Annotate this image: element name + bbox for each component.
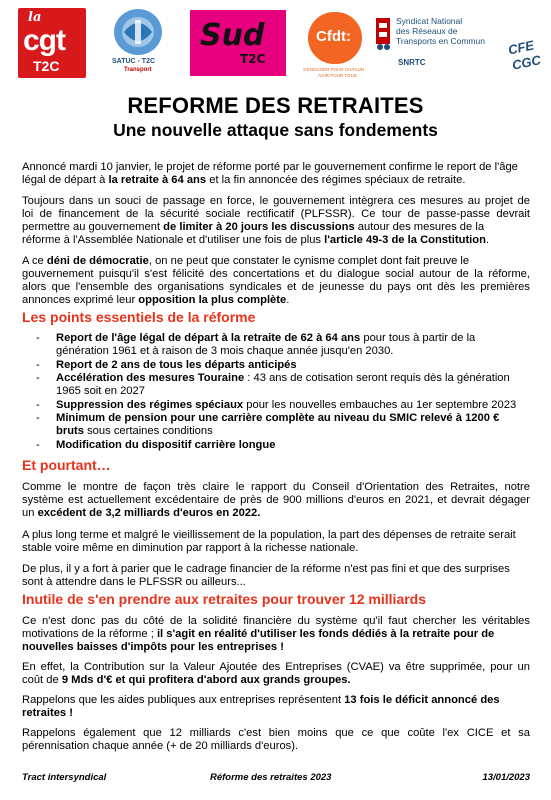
section2-paragraph-2 <box>22 529 530 555</box>
dash-icon: - <box>36 372 40 384</box>
text-span-bold: 9 Mds d'€ et qui profitera d'abord aux grands groupes. <box>61 674 351 687</box>
text-line: alors que l'ensemble des organisations syndicales et de jeunesse du pays ont dès les premières <box>22 281 530 294</box>
section-title-points: Les points essentiels de la réforme <box>22 309 256 325</box>
text-line: loi de financement de la sécurité sociale rectificatif (PLFSSR). Ce tour de passe-passe devrait <box>22 208 530 221</box>
text-line: système est actuellement excédentaire de près de 900 millions d'euros en 2021, et devrait dégager <box>22 494 530 507</box>
text-span-bold: l'article 49-3 de la Constitution <box>324 234 486 247</box>
snrtc-logo <box>374 14 504 72</box>
text-line: 1965 soit en 2027 <box>56 385 145 398</box>
text-line: De plus, il y a fort à parier que le cadrage financier de la réforme n'est pas fini et que des surprises <box>22 563 510 575</box>
cfe-cgc-logo <box>506 38 546 78</box>
logo-bar <box>18 6 543 84</box>
cgt-logo-sub: T2C <box>33 58 60 74</box>
text-line: Annoncé mardi 10 janvier, le projet de réforme porté par le gouvernement confirme le report de l'âge <box>22 161 518 173</box>
cfdt-tagline-1: S'ENGAGER POUR CHACUN <box>303 67 365 72</box>
text-span-bold: excédent de 3,2 milliards d'euros en 2022. <box>37 507 261 520</box>
section3-paragraph-4 <box>22 727 530 753</box>
text-line: gouvernement puisqu'il s'est félicité des concertations et du dialogue social autour de la réforme, <box>22 268 530 281</box>
text-line-bold: Report de 2 ans de tous les départs anticipés <box>56 359 297 371</box>
text-span-bold: 13 fois le déficit annoncé des <box>344 694 500 706</box>
text-span: motivations de la réforme ; <box>22 628 157 641</box>
footer-center: Réforme des retraites 2023 <box>210 772 332 783</box>
text-span: . <box>286 294 290 307</box>
text-span: autour des mesures de la <box>354 221 485 234</box>
snrtc-emblem-icon <box>374 14 394 56</box>
section3-paragraph-2 <box>22 661 530 687</box>
text-span: pour les nouvelles embauches au 1er septembre 2023 <box>243 399 517 411</box>
text-span: réforme à l'Assemblée Nationale et d'utiliser une fois de plus <box>22 234 325 247</box>
text-line: sont à attendre dans le PLFSSR ou ailleurs... <box>22 576 246 589</box>
text-span: Rappelons que les aides publiques aux entreprises représentent <box>22 694 345 706</box>
page-subtitle: Une nouvelle attaque sans fondements <box>113 120 438 140</box>
intro-paragraph-1 <box>22 161 530 187</box>
intro-paragraph-2 <box>22 195 530 247</box>
text-span: légal de départ à <box>22 174 109 187</box>
text-line: En effet, la Contribution sur la Valeur Ajoutée des Entreprises (CVAE) va être supprimée, pour un <box>22 661 530 673</box>
intro-paragraph-3 <box>22 255 530 307</box>
text-line-bold: retraites ! <box>22 707 73 720</box>
footer-date: 13/01/2023 <box>482 772 530 783</box>
text-span: un <box>22 507 38 520</box>
text-span: . <box>485 234 490 247</box>
text-line: Toujours dans un souci de passage en force, le gouvernement intègrera ces mesures au projet de <box>22 195 530 207</box>
section-title-inutile: Inutile de s'en prendre aux retraites pour trouver 12 milliards <box>22 591 427 607</box>
cfe-logo-line-1: CFE <box>506 37 536 58</box>
text-span-bold: il s'agit en réalité d'utiliser les fonds dédiés à la retraite pour de <box>156 628 495 641</box>
text-line: Comme le montre de façon très claire le rapport du Conseil d'Orientation des Retraites, notre <box>22 481 530 493</box>
cgt-logo-la: la <box>28 10 42 25</box>
dash-icon: - <box>36 439 40 451</box>
text-line-bold: Minimum de pension pour une carrière complète au niveau du SMIC relevé à 1200 € <box>56 412 500 424</box>
text-span: pour tous à partir de la <box>360 332 476 344</box>
text-span-bold: déni de démocratie <box>46 255 149 267</box>
cfe-logo-line-2: CGC <box>510 52 543 73</box>
dash-icon: - <box>36 359 40 371</box>
section3-paragraph-3 <box>22 694 530 720</box>
text-span-bold: Suppression des régimes spéciaux <box>56 399 244 411</box>
section3-paragraph-1 <box>22 615 530 654</box>
sud-logo-text: Sud <box>200 18 265 53</box>
text-span-bold: de limiter à 20 jours les discussions <box>163 221 355 234</box>
section2-paragraph-3 <box>22 563 530 589</box>
text-line: Rappelons également que 12 milliards c'est bien moins que ce que coûte l'ex CICE et sa <box>22 727 530 739</box>
text-line: pérennisation chaque année (+ de 20 milliards d'euros). <box>22 740 299 753</box>
text-span: et la fin annoncée des régimes spéciaux de retraite. <box>206 174 466 187</box>
text-line: Ce n'est donc pas du côté de la solidité financière du système qu'il faut chercher les véritables <box>22 615 530 627</box>
section-title-pourtant: Et pourtant… <box>22 457 111 473</box>
snrtc-line-1: Syndicat National <box>396 16 463 26</box>
cfdt-logo-text: Cfdt: <box>316 28 351 45</box>
snrtc-line-2: des Réseaux de <box>396 26 458 36</box>
text-span-bold: Report de l'âge légal de départ à la retraite de 62 à 64 ans <box>56 332 361 344</box>
cfdt-tagline-2: AGIR POUR TOUS <box>318 73 357 78</box>
page-title: REFORME DES RETRAITES <box>127 93 424 118</box>
text-span-bold: bruts <box>56 425 84 438</box>
sud-logo-sub: T2C <box>240 52 266 66</box>
dash-icon: - <box>36 332 40 344</box>
text-span: permettre au gouvernement <box>22 221 164 234</box>
unsa-logo-sub: Transport <box>124 67 152 73</box>
text-span: sous certaines conditions <box>83 425 213 438</box>
section2-paragraph-1 <box>22 481 530 520</box>
text-span: coût de <box>22 674 62 687</box>
text-line: A plus long terme et malgré le vieillissement de la population, la part des dépenses de retraite serait <box>22 529 516 541</box>
snrtc-line-3: Transports en Commun <box>396 36 485 46</box>
text-span-bold: Accélération des mesures Touraine <box>56 372 245 384</box>
text-line: génération 1961 et à raison de 3 mois chaque année jusqu'en 2030. <box>56 345 394 358</box>
text-span-bold: opposition la plus complète <box>138 294 287 307</box>
text-line-bold: nouvelles baisses d'impôts pour les entreprises ! <box>22 641 284 654</box>
dash-icon: - <box>36 412 40 424</box>
dash-icon: - <box>36 399 40 411</box>
text-span: , on ne peut que constater le cynisme complet dont fait preuve le <box>148 255 470 267</box>
unsa-logo <box>106 6 170 78</box>
cgt-logo-text: cgt <box>23 24 65 57</box>
snrtc-abbr: SNRTC <box>398 58 426 67</box>
text-span-bold: la retraite à 64 ans <box>108 174 207 187</box>
text-line: stable voire même en diminution par rapport à la richesse nationale. <box>22 542 359 555</box>
text-span: : 43 ans de cotisation seront requis dès la génération <box>244 372 510 384</box>
unsa-logo-text: SATUC - T2C <box>112 58 156 65</box>
cfdt-logo <box>300 10 370 80</box>
text-span: annonces exprimé leur <box>22 294 139 307</box>
text-line-bold: Modification du dispositif carrière longue <box>56 439 276 451</box>
cgt-logo <box>18 8 86 78</box>
footer-left: Tract intersyndical <box>22 772 107 783</box>
sud-logo <box>190 10 286 76</box>
text-span: A ce <box>22 255 47 267</box>
